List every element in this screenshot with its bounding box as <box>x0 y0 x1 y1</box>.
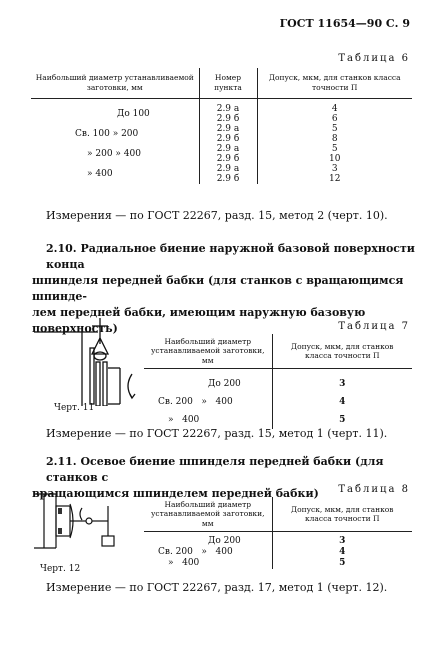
table6-diam: » 400 <box>87 168 113 179</box>
table8-tol: 5 <box>272 558 412 569</box>
section-2-10-line-1: 2.10. Радиальное биение наружной базовой поверхности конца <box>46 242 415 271</box>
measurement-note-3: Измерение — по ГОСТ 22267, разд. 17, метод 1 (черт. 12). <box>46 581 388 594</box>
figure-12-caption: Черт. 12 <box>40 564 81 574</box>
table6-tol: 3 12 <box>257 164 412 184</box>
figure-11-caption: Черт. 11 <box>54 403 95 413</box>
table-row <box>144 536 412 547</box>
table-row <box>144 558 412 569</box>
section-2-11-line-1: 2.11. Осевое биение шпинделя передней бабки (для станков с <box>46 455 384 484</box>
figure-12-diagram <box>34 486 126 558</box>
page-header: ГОСТ 11654—90 С. 9 <box>279 17 410 30</box>
measurement-note-2: Измерение — по ГОСТ 22267, разд. 15, метод 1 (черт. 11). <box>46 427 388 440</box>
table8 <box>144 497 412 569</box>
table-row <box>31 144 412 164</box>
table-row <box>31 164 412 184</box>
table8-diam: До 200 <box>208 536 241 547</box>
table6-caption: Таблица 6 <box>338 53 410 64</box>
table6-item: 2.9 а 2.9 б <box>199 164 257 184</box>
measurement-note-1: Измерения — по ГОСТ 22267, разд. 15, метод 2 (черт. 10). <box>46 209 388 222</box>
table8-diam: Св. 200 » 400 <box>158 547 233 558</box>
table6-tol: 4 6 <box>257 104 412 124</box>
figure-11-diagram <box>34 314 146 406</box>
table7-col-diameter: Наибольший диаметр устанавливаемой заготовки, мм <box>144 334 272 369</box>
table8-col-diameter: Наибольший диаметр устанавливаемой заготовки, мм <box>144 497 272 532</box>
table6-item: 2.9 а 2.9 б <box>199 144 257 164</box>
table8-caption: Таблица 8 <box>338 484 410 495</box>
table6-item: 2.9 а 2.9 б <box>199 104 257 124</box>
table8-tol: 4 <box>272 547 412 558</box>
table6-tol: 5 10 <box>257 144 412 164</box>
table8-col-tolerance: Допуск, мкм, для станков класса точности П <box>272 497 412 532</box>
table6-tol: 5 8 <box>257 124 412 144</box>
table7-tol: 5 <box>272 411 412 429</box>
section-2-10-line-2: шпинделя передней бабки (для станков с вращающимся шпинде- <box>32 274 404 303</box>
table7-diam: Св. 200 » 400 <box>158 397 233 408</box>
table6-diam: Св. 100 » 200 <box>75 128 139 139</box>
table7 <box>144 334 412 429</box>
table7-tol: 4 <box>272 393 412 411</box>
table-row <box>144 393 412 411</box>
table8-tol: 3 <box>272 536 412 547</box>
table6 <box>31 68 412 184</box>
table8-diam: » 400 <box>168 558 200 569</box>
table6-diam: » 200 » 400 <box>87 148 141 159</box>
table-row <box>144 547 412 558</box>
table-row <box>31 104 412 124</box>
table-row <box>144 375 412 393</box>
table6-col-item: Номер пункта <box>199 68 257 98</box>
table7-col-tolerance: Допуск, мкм, для станков класса точности П <box>272 334 412 369</box>
section-2-11-line-2: вращающимся шпинделем передней бабки) <box>32 487 319 500</box>
table7-diam: До 200 <box>208 379 241 390</box>
table7-caption: Таблица 7 <box>338 321 410 332</box>
table7-tol: 3 <box>272 375 412 393</box>
table-row <box>31 124 412 144</box>
section-2-10-line-3: лем передней бабки, имеющим наружную базовую поверхность) <box>32 306 366 335</box>
table6-col-diameter: Наибольший диаметр устанавливаемой заготовки, мм <box>31 68 199 98</box>
table6-diam: До 100 <box>117 108 150 119</box>
table6-col-tolerance: Допуск, мкм, для станков класса точности П <box>257 68 412 98</box>
table7-diam: » 400 <box>168 415 200 426</box>
table6-item: 2.9 а 2.9 б <box>199 124 257 144</box>
